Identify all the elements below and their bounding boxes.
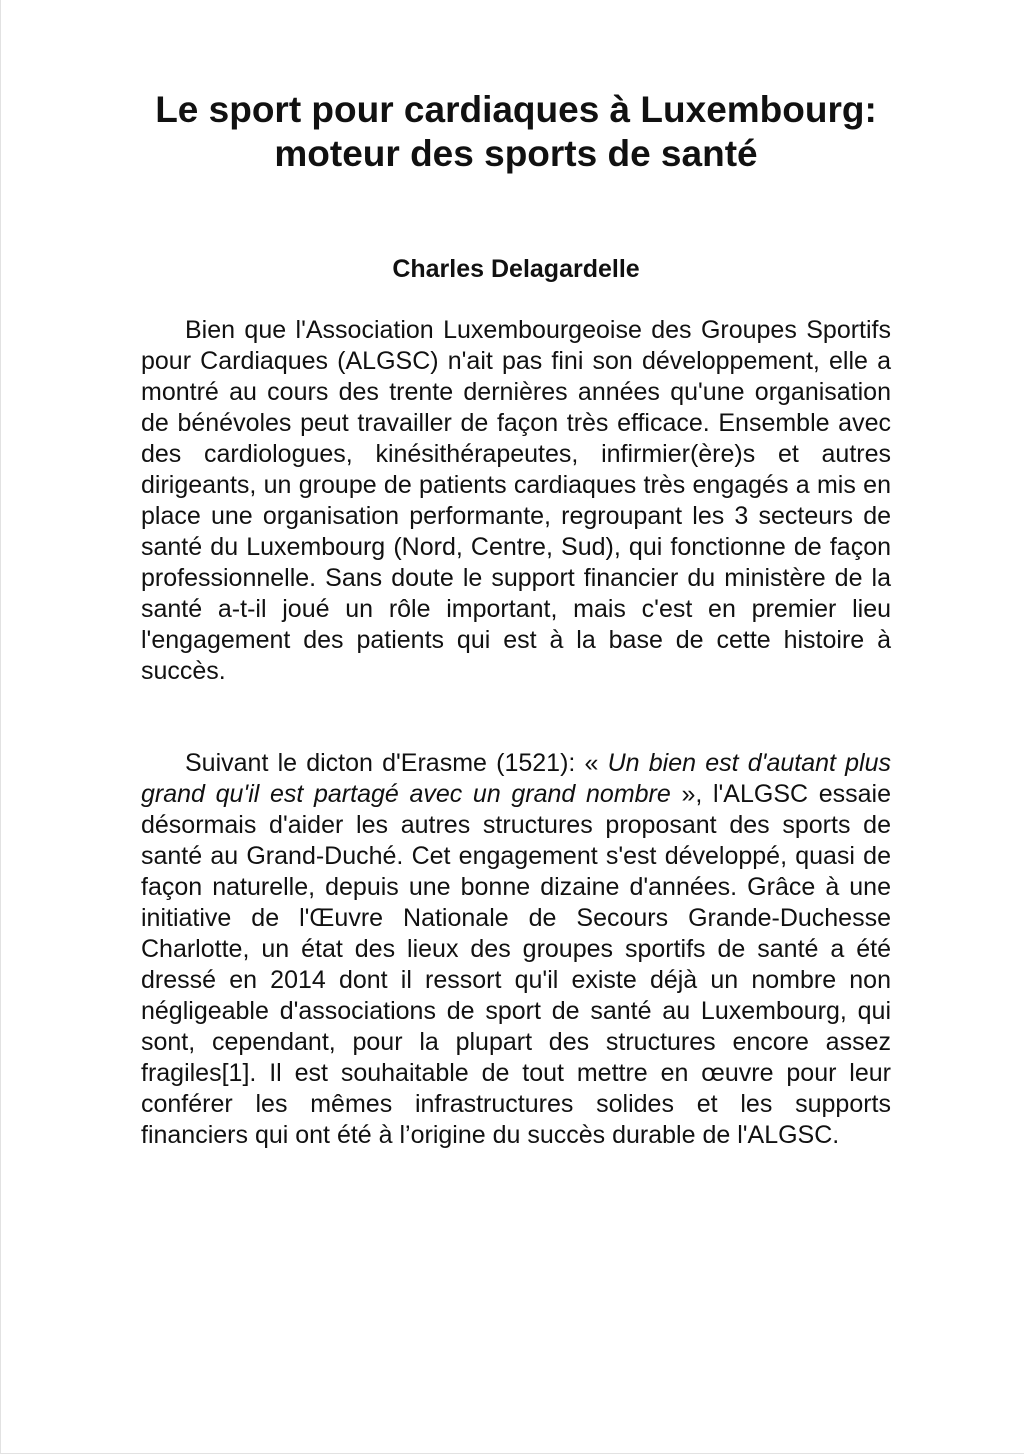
- paragraph-2-intro: Suivant le dicton d'Erasme (1521): «: [185, 749, 608, 777]
- article-author: Charles Delagardelle: [392, 255, 640, 283]
- erasmus-quote: Un bien est d'autant plus grand qu'il est partagé avec un grand nombre: [141, 749, 892, 808]
- article-title: Le sport pour cardiaques à Luxembourg: moteur des sports de santé: [155, 89, 877, 174]
- paragraph-1: Bien que l'Association Luxembourgeoise des Groupes Sportifs pour Cardiaques (ALGSC) n'ait pas fini son développement, elle a montré au cours des trente dernières années qu'une organisation de bénévoles peut travailler de façon très efficace. Ensemble avec des cardiologues, kinésithérapeutes, infirmier(ère)s et autres dirigeants, un groupe de patients cardiaques très engagés a mis en place une organisation performante, regroupant les 3 secteurs de santé du Luxembourg (Nord, Centre, Sud), qui fonctionne de façon professionnelle. Sans doute le support financier du ministère de la santé a-t-il joué un rôle important, mais c'est en premier lieu l'engagement des patients qui est à la base de cette histoire à succès.: [141, 316, 891, 685]
- paragraph-2: [141, 748, 891, 1151]
- paragraph-2-rest: », l'ALGSC essaie désormais d'aider les autres structures proposant des sports de santé au Grand-Duché. Cet engagement s'est développé, quasi de façon naturelle, depuis une bonne dizaine d'années. Grâce à une initiative de l'Œuvre Nationale de Secours Grande-Duchesse Charlotte, un état des lieux des groupes sportifs de santé a été dressé en 2014 dont il ressort qu'il existe déjà un nombre non négligeable d'associations de sport de santé au Luxembourg, qui sont, cependant, pour la plupart des structures encore assez fragiles[1]. Il est souhaitable de tout mettre en œuvre pour leur conférer les mêmes infrastructures solides et les supports financiers qui ont été à l’origine du succès durable de l'ALGSC.: [141, 780, 891, 1149]
